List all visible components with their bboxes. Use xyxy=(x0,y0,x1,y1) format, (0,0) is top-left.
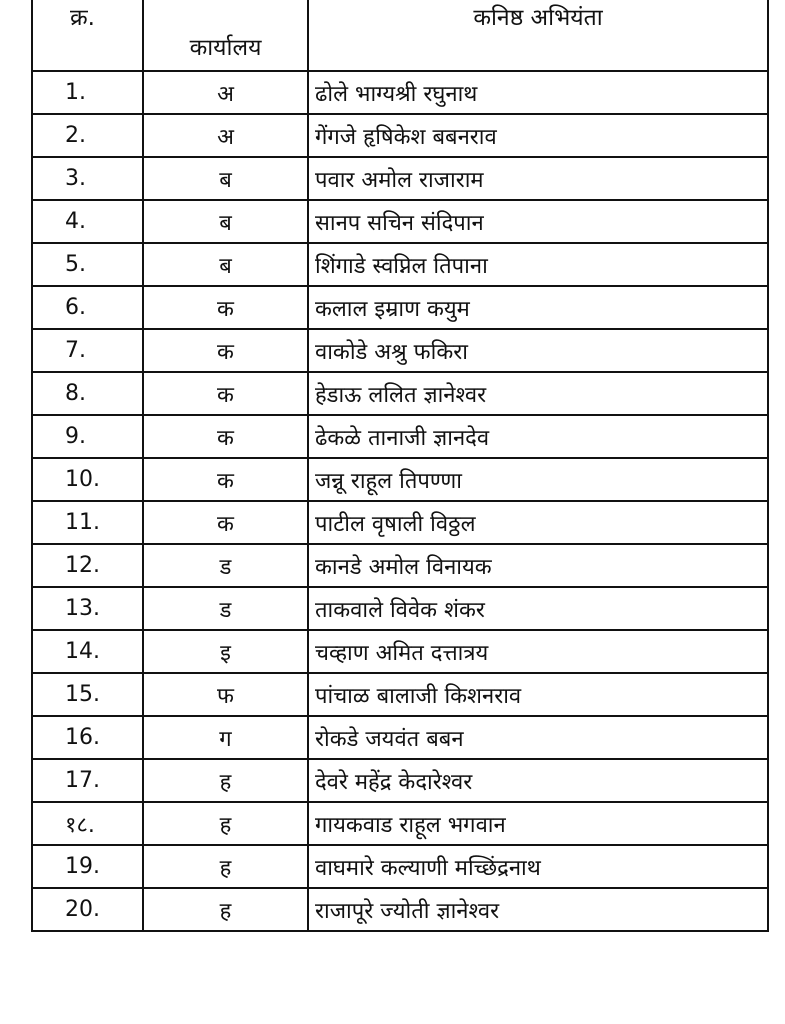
serial-number-cell: 11. xyxy=(32,501,143,544)
serial-number-cell: 12. xyxy=(32,544,143,587)
office-cell: ग xyxy=(143,716,308,759)
table-row xyxy=(32,759,768,802)
table-row xyxy=(32,329,768,372)
engineer-name-cell: राजापूरे ज्योती ज्ञानेश्वर xyxy=(308,888,768,931)
engineer-table-container xyxy=(31,0,767,932)
table-body xyxy=(32,71,768,931)
header-serial-number: क्र. xyxy=(32,0,143,71)
serial-number-cell: 9. xyxy=(32,415,143,458)
engineer-name-cell: कानडे अमोल विनायक xyxy=(308,544,768,587)
table-row xyxy=(32,114,768,157)
office-cell: इ xyxy=(143,630,308,673)
header-office: कार्यालय xyxy=(143,0,308,71)
table-row xyxy=(32,415,768,458)
serial-number-cell: 1. xyxy=(32,71,143,114)
office-cell: क xyxy=(143,329,308,372)
serial-number-cell: 16. xyxy=(32,716,143,759)
table-row xyxy=(32,200,768,243)
office-cell: क xyxy=(143,286,308,329)
serial-number-cell: 10. xyxy=(32,458,143,501)
serial-number-cell: 5. xyxy=(32,243,143,286)
engineer-name-cell: हेडाऊ ललित ज्ञानेश्वर xyxy=(308,372,768,415)
serial-number-cell: 4. xyxy=(32,200,143,243)
engineer-name-cell: गायकवाड राहूल भगवान xyxy=(308,802,768,845)
office-cell: ब xyxy=(143,243,308,286)
office-cell: ब xyxy=(143,157,308,200)
table-row xyxy=(32,544,768,587)
serial-number-cell: 20. xyxy=(32,888,143,931)
table-row xyxy=(32,286,768,329)
office-cell: अ xyxy=(143,114,308,157)
engineer-name-cell: सानप सचिन संदिपान xyxy=(308,200,768,243)
table-row xyxy=(32,501,768,544)
office-cell: क xyxy=(143,372,308,415)
table-row xyxy=(32,845,768,888)
table-header-row xyxy=(32,0,768,71)
office-cell: क xyxy=(143,458,308,501)
engineer-name-cell: कलाल इम्राण कयुम xyxy=(308,286,768,329)
serial-number-cell: १८. xyxy=(32,802,143,845)
office-cell: ड xyxy=(143,587,308,630)
engineer-name-cell: पवार अमोल राजाराम xyxy=(308,157,768,200)
serial-number-cell: 19. xyxy=(32,845,143,888)
office-cell: ह xyxy=(143,845,308,888)
engineer-name-cell: शिंगाडे स्वप्निल तिपाना xyxy=(308,243,768,286)
office-cell: अ xyxy=(143,71,308,114)
serial-number-cell: 13. xyxy=(32,587,143,630)
office-cell: ह xyxy=(143,888,308,931)
table-row xyxy=(32,888,768,931)
header-junior-engineer: कनिष्ठ अभियंता xyxy=(308,0,768,71)
engineer-name-cell: वाघमारे कल्याणी मच्छिंद्रनाथ xyxy=(308,845,768,888)
table-row xyxy=(32,673,768,716)
serial-number-cell: 6. xyxy=(32,286,143,329)
engineer-name-cell: वाकोडे अश्रु फकिरा xyxy=(308,329,768,372)
table-row xyxy=(32,157,768,200)
table-row xyxy=(32,802,768,845)
engineer-name-cell: चव्हाण अमित दत्तात्रय xyxy=(308,630,768,673)
table-row xyxy=(32,71,768,114)
engineer-name-cell: देवरे महेंद्र केदारेश्वर xyxy=(308,759,768,802)
table-row xyxy=(32,716,768,759)
table-row xyxy=(32,587,768,630)
serial-number-cell: 14. xyxy=(32,630,143,673)
office-cell: फ xyxy=(143,673,308,716)
serial-number-cell: 8. xyxy=(32,372,143,415)
office-cell: ब xyxy=(143,200,308,243)
engineer-name-cell: ढेकळे तानाजी ज्ञानदेव xyxy=(308,415,768,458)
engineer-name-cell: रोकडे जयवंत बबन xyxy=(308,716,768,759)
serial-number-cell: 2. xyxy=(32,114,143,157)
engineer-name-cell: ढोले भाग्यश्री रघुनाथ xyxy=(308,71,768,114)
table-row xyxy=(32,630,768,673)
office-cell: क xyxy=(143,415,308,458)
engineer-name-cell: पांचाळ बालाजी किशनराव xyxy=(308,673,768,716)
office-cell: ह xyxy=(143,802,308,845)
table-row xyxy=(32,372,768,415)
serial-number-cell: 17. xyxy=(32,759,143,802)
engineer-name-cell: ताकवाले विवेक शंकर xyxy=(308,587,768,630)
engineer-name-cell: पाटील वृषाली विठ्ठल xyxy=(308,501,768,544)
engineer-name-cell: गेंगजे हृषिकेश बबनराव xyxy=(308,114,768,157)
engineer-table xyxy=(31,0,769,932)
office-cell: क xyxy=(143,501,308,544)
office-cell: ड xyxy=(143,544,308,587)
serial-number-cell: 7. xyxy=(32,329,143,372)
serial-number-cell: 15. xyxy=(32,673,143,716)
engineer-name-cell: जन्नू राहूल तिपण्णा xyxy=(308,458,768,501)
serial-number-cell: 3. xyxy=(32,157,143,200)
table-row xyxy=(32,458,768,501)
table-row xyxy=(32,243,768,286)
office-cell: ह xyxy=(143,759,308,802)
